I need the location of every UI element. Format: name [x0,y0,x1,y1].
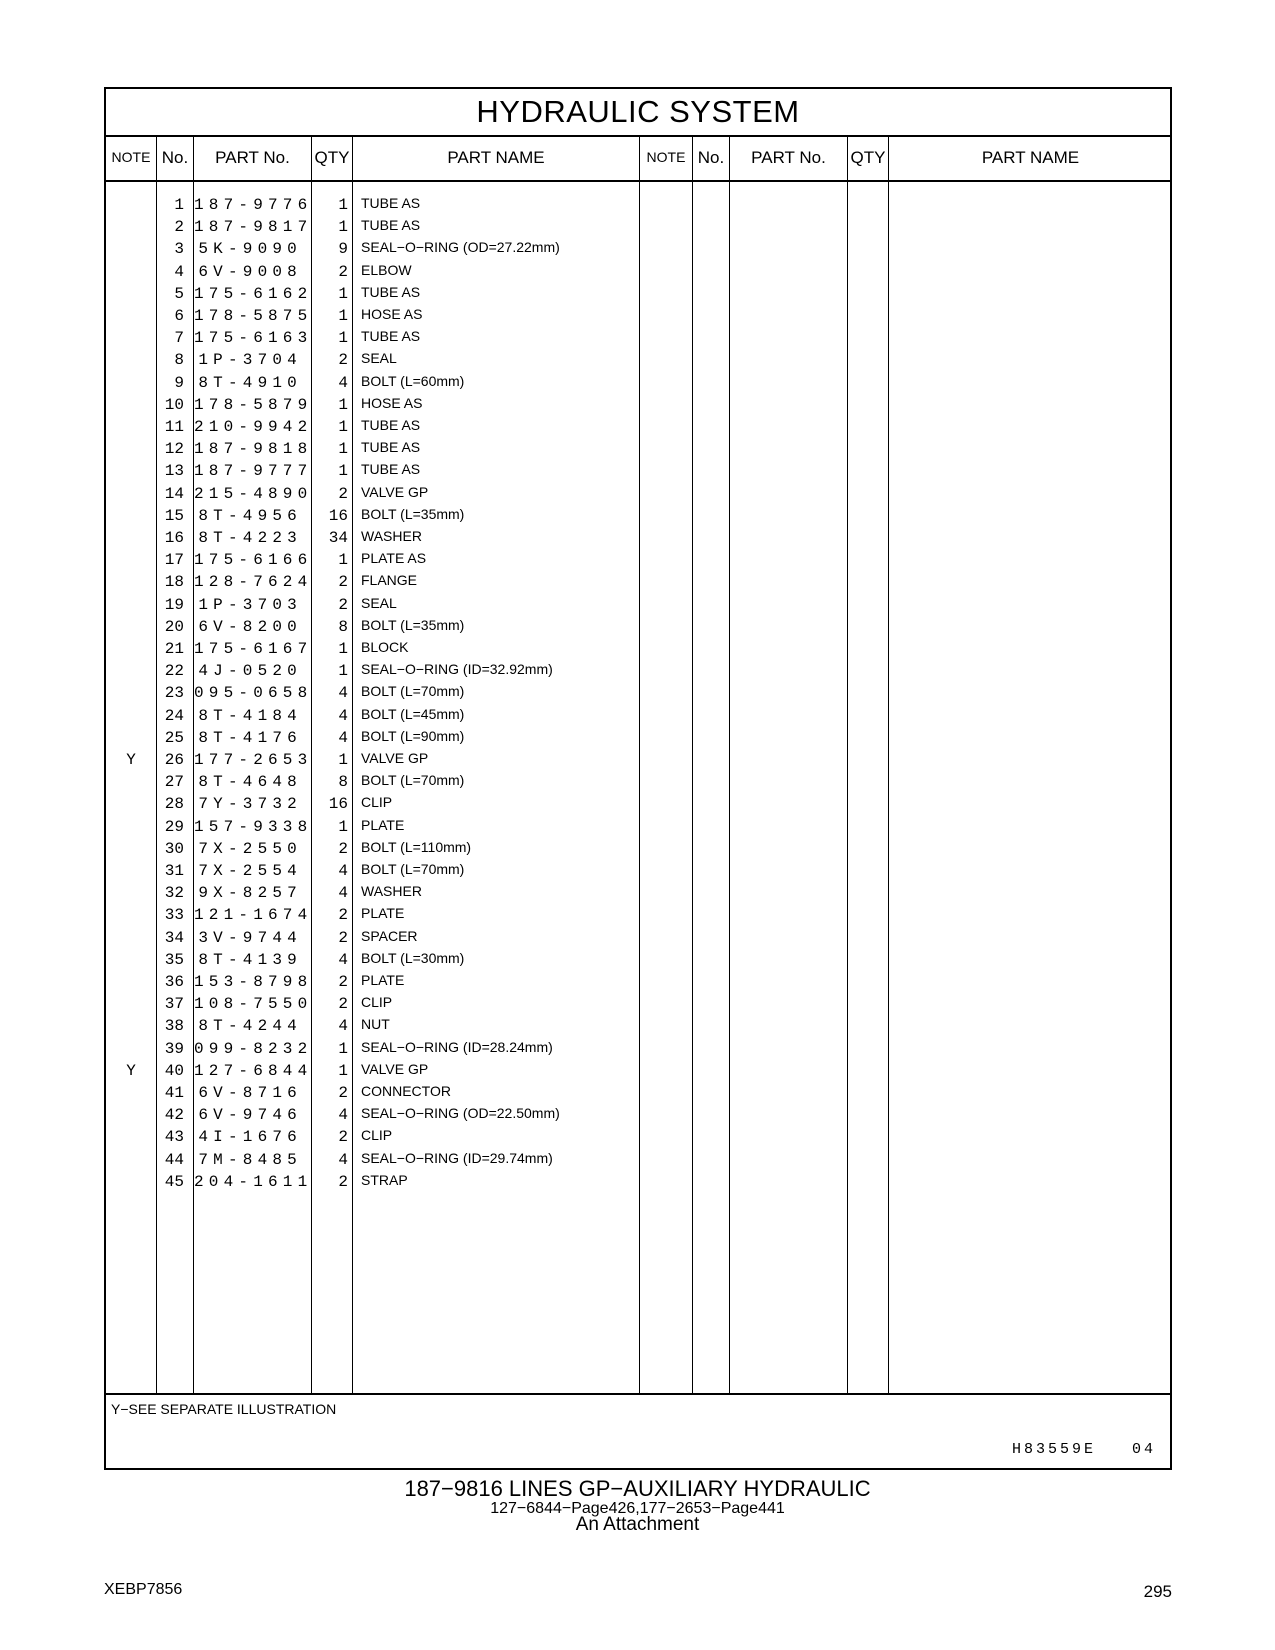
row-qty: 1 [338,440,348,459]
row-part-number: 7M-8485 [198,1150,302,1169]
row-part-number: 5K-9090 [198,240,302,259]
row-qty: 4 [338,728,348,747]
row-part-number: 128-7624 [194,573,313,592]
table-row [106,418,639,440]
header-qty: QTY [314,148,350,167]
row-qty: 4 [338,684,348,703]
row-number: 19 [164,595,184,614]
header-part-name: PART NAME [447,148,545,167]
row-part-number: 1P-3703 [198,595,302,614]
table-row [106,662,639,684]
row-number: 20 [164,617,184,636]
row-number: 7 [174,329,184,348]
header-note-right: NOTE [646,149,686,165]
row-note: Y [126,751,136,769]
row-qty: 2 [338,351,348,370]
row-qty: 1 [338,284,348,303]
row-part-name: STRAP [361,1171,408,1188]
row-part-name: SEAL−O−RING (ID=32.92mm) [361,661,553,678]
row-part-name: CLIP [361,994,393,1011]
table-row [106,196,639,218]
row-part-name: TUBE AS [361,283,421,300]
row-part-number: 095-0658 [194,684,313,703]
header-note: NOTE [111,149,151,165]
header-part-name-right: PART NAME [981,148,1080,167]
table-row [106,751,639,773]
row-part-name: BOLT (L=70mm) [361,683,465,700]
row-part-number: 6V-8200 [198,617,302,636]
row-part-number: 153-8798 [194,973,313,991]
table-row [106,773,639,795]
table-header [106,135,1170,182]
table-row [106,440,639,462]
table-row [106,263,639,285]
table-row [106,551,639,573]
table-row [106,862,639,884]
row-part-number: 8T-4244 [198,1017,302,1036]
row-number: 44 [164,1150,184,1169]
header-part-no: PART No. [215,148,290,167]
row-qty: 1 [338,196,348,214]
header-part-no-right: PART No. [751,148,826,167]
row-number: 23 [164,684,184,703]
row-number: 37 [164,995,184,1014]
parts-table-frame [104,87,1172,1470]
table-row [106,351,639,373]
row-qty: 4 [338,706,348,725]
row-part-number: 178-5879 [194,395,313,414]
row-part-number: 8T-4184 [198,706,302,725]
row-number: 29 [164,817,184,836]
header-qty-right: QTY [850,148,886,167]
row-part-name: VALVE GP [361,483,429,500]
page-number: 295 [1143,1582,1172,1601]
row-number: 21 [164,640,184,658]
row-number: 36 [164,973,184,991]
column-divider [692,135,693,1393]
row-qty: 2 [338,995,348,1014]
table-row [106,618,639,640]
table-row [106,596,639,618]
document-id: XEBP7856 [104,1581,183,1598]
row-part-name: TUBE AS [361,439,421,456]
row-part-name: PLATE [361,972,405,988]
row-qty: 1 [338,329,348,348]
row-part-number: 4I-1676 [198,1128,302,1147]
row-part-name: BOLT (L=70mm) [361,772,465,789]
row-part-number: 099-8232 [194,1039,313,1058]
row-part-number: 175-6162 [194,284,313,303]
table-row [106,507,639,529]
row-part-number: 8T-4910 [198,373,302,392]
row-part-number: 127-6844 [194,1061,313,1080]
table-row [106,818,639,840]
row-qty: 4 [338,862,348,880]
row-part-number: 175-6166 [194,551,313,570]
table-footer [106,1393,1170,1472]
column-divider [729,135,730,1393]
row-qty: 34 [328,529,348,547]
row-number: 11 [164,418,184,436]
table-row [106,1040,639,1062]
row-part-number: 7Y-3732 [198,795,302,814]
row-part-number: 175-6167 [194,640,313,658]
row-part-number: 7X-2550 [198,839,302,858]
row-qty: 16 [328,506,348,525]
row-number: 32 [164,884,184,903]
table-row [106,640,639,662]
row-part-number: 8T-4956 [198,506,302,525]
row-part-number: 187-9777 [194,462,313,481]
table-row [106,929,639,951]
row-part-name: TUBE AS [361,195,421,211]
row-qty: 2 [338,928,348,947]
row-qty: 8 [338,617,348,636]
table-row [106,485,639,507]
row-part-number: 187-9818 [194,440,313,459]
row-part-name: SEAL−O−RING (OD=22.50mm) [361,1105,560,1122]
drawing-code: H83559E 04 [1011,1441,1156,1458]
table-row [106,951,639,973]
table-row [106,218,639,240]
row-qty: 1 [338,640,348,658]
row-part-name: WASHER [361,883,422,900]
row-qty: 2 [338,973,348,991]
row-part-number: 108-7550 [194,995,313,1014]
table-row [106,573,639,595]
row-part-name: PLATE AS [361,550,427,567]
row-part-number: 9X-8257 [198,884,302,903]
caption-sub: 127−6844−Page426,177−2653−Page441 [490,1500,785,1517]
row-qty: 1 [338,462,348,481]
table-row [106,374,639,396]
row-part-number: 6V-8716 [198,1084,302,1102]
row-number: 31 [164,862,184,880]
row-number: 3 [174,240,184,259]
row-qty: 2 [338,1172,348,1191]
row-number: 34 [164,928,184,947]
row-number: 28 [164,795,184,814]
row-qty: 1 [338,395,348,414]
row-number: 1 [174,196,184,214]
table-row [106,1151,639,1173]
row-part-name: TUBE AS [361,417,421,433]
row-part-number: 187-9817 [194,218,313,237]
column-divider [888,135,889,1393]
row-qty: 9 [338,240,348,259]
row-part-number: 8T-4139 [198,950,302,969]
row-number: 27 [164,773,184,792]
table-row [106,729,639,751]
row-number: 14 [164,484,184,503]
page-title: HYDRAULIC SYSTEM [106,89,1170,137]
row-qty: 2 [338,1128,348,1147]
header-no-right: No. [697,148,725,167]
caption-title: 187−9816 LINES GP−AUXILIARY HYDRAULIC [404,1476,871,1501]
row-number: 41 [164,1084,184,1102]
row-qty: 1 [338,551,348,570]
table-row [106,684,639,706]
row-part-name: CLIP [361,794,393,811]
table-row [106,396,639,418]
row-qty: 2 [338,484,348,503]
table-row [106,1017,639,1039]
table-row [106,973,639,995]
row-qty: 1 [338,1039,348,1058]
row-part-number: 7X-2554 [198,862,302,880]
row-part-number: 121-1674 [194,906,313,925]
row-number: 9 [174,373,184,392]
row-part-number: 4J-0520 [198,662,302,681]
row-qty: 16 [328,795,348,814]
row-part-name: SEAL−O−RING (OD=27.22mm) [361,239,560,256]
row-part-number: 177-2653 [194,751,313,769]
row-number: 10 [164,395,184,414]
table-row [106,884,639,906]
table-row [106,462,639,484]
row-number: 17 [164,551,184,570]
row-qty: 1 [338,1061,348,1080]
row-qty: 1 [338,662,348,681]
row-qty: 4 [338,1106,348,1125]
row-part-number: 215-4890 [194,484,313,503]
header-no: No. [161,148,189,167]
row-part-name: BOLT (L=30mm) [361,949,465,966]
table-row [106,707,639,729]
row-number: 16 [164,529,184,547]
row-qty: 1 [338,418,348,436]
row-part-name: CONNECTOR [361,1083,451,1099]
row-qty: 2 [338,1084,348,1102]
row-qty: 2 [338,839,348,858]
row-part-name: NUT [361,1016,390,1033]
row-number: 40 [164,1061,184,1080]
row-qty: 1 [338,218,348,237]
row-part-name: BOLT (L=45mm) [361,705,465,722]
row-part-number: 175-6163 [194,329,313,348]
row-part-name: SEAL−O−RING (ID=28.24mm) [361,1038,553,1055]
row-qty: 2 [338,262,348,281]
row-part-number: 6V-9746 [198,1106,302,1125]
row-qty: 4 [338,884,348,903]
table-row [106,529,639,551]
row-number: 5 [174,284,184,303]
row-part-number: 8T-4648 [198,773,302,792]
row-qty: 2 [338,573,348,592]
footnote: Y−SEE SEPARATE ILLUSTRATION [111,1401,337,1417]
row-qty: 4 [338,1150,348,1169]
row-qty: 1 [338,751,348,769]
row-part-name: BLOCK [361,639,409,655]
table-row [106,240,639,262]
row-number: 2 [174,218,184,237]
row-number: 12 [164,440,184,459]
table-row [106,1106,639,1128]
row-number: 43 [164,1128,184,1147]
row-part-name: BOLT (L=35mm) [361,616,465,633]
row-number: 45 [164,1172,184,1191]
column-divider [847,135,848,1393]
row-number: 13 [164,462,184,481]
row-number: 4 [174,262,184,281]
row-part-number: 8T-4223 [198,529,302,547]
table-row [106,285,639,307]
row-number: 8 [174,351,184,370]
row-part-name: VALVE GP [361,1060,429,1077]
row-part-name: ELBOW [361,261,412,278]
table-row [106,995,639,1017]
row-part-name: SEAL [361,350,397,367]
row-qty: 2 [338,906,348,925]
row-part-name: SEAL−O−RING (ID=29.74mm) [361,1149,553,1166]
table-row [106,1062,639,1084]
row-qty: 4 [338,373,348,392]
table-row [106,1084,639,1106]
row-qty: 8 [338,773,348,792]
row-part-number: 6V-9008 [198,262,302,281]
row-part-name: BOLT (L=35mm) [361,505,465,522]
row-part-name: BOLT (L=60mm) [361,372,465,389]
row-part-number: 157-9338 [194,817,313,836]
table-row [106,795,639,817]
row-number: 26 [164,751,184,769]
row-qty: 1 [338,307,348,325]
table-row [106,307,639,329]
row-number: 39 [164,1039,184,1058]
row-part-number: 178-5875 [194,307,313,325]
row-part-number: 8T-4176 [198,728,302,747]
row-number: 30 [164,839,184,858]
row-number: 22 [164,662,184,681]
row-qty: 4 [338,950,348,969]
table-row [106,906,639,928]
table-row [106,1173,639,1195]
row-part-name: TUBE AS [361,328,421,345]
row-part-number: 187-9776 [194,196,313,214]
row-part-name: WASHER [361,528,422,544]
row-number: 6 [174,307,184,325]
column-divider [639,135,640,1393]
row-part-name: TUBE AS [361,461,421,478]
row-part-name: TUBE AS [361,217,421,234]
table-row [106,329,639,351]
table-row [106,1128,639,1150]
row-number: 24 [164,706,184,725]
row-part-name: SEAL [361,594,397,611]
row-part-number: 3V-9744 [198,928,302,947]
row-qty: 2 [338,595,348,614]
row-part-name: HOSE AS [361,306,423,322]
row-part-name: FLANGE [361,572,418,589]
row-number: 18 [164,573,184,592]
row-number: 25 [164,728,184,747]
row-part-number: 1P-3704 [198,351,302,370]
row-part-name: PLATE [361,905,405,922]
row-number: 33 [164,906,184,925]
row-part-number: 204-1611 [194,1172,313,1191]
row-part-name: BOLT (L=90mm) [361,727,465,744]
table-row [106,840,639,862]
row-part-name: HOSE AS [361,394,423,411]
row-part-name: PLATE [361,816,405,833]
row-part-name: BOLT (L=70mm) [361,861,465,877]
row-part-name: VALVE GP [361,750,429,766]
row-number: 38 [164,1017,184,1036]
caption-attachment: An Attachment [575,1514,700,1535]
row-part-name: SPACER [361,927,418,944]
row-qty: 4 [338,1017,348,1036]
row-qty: 1 [338,817,348,836]
row-note: Y [126,1061,136,1080]
row-number: 35 [164,950,184,969]
row-number: 42 [164,1106,184,1125]
row-number: 15 [164,506,184,525]
row-part-name: CLIP [361,1127,393,1144]
row-part-number: 210-9942 [194,418,313,436]
row-part-name: BOLT (L=110mm) [361,838,472,855]
